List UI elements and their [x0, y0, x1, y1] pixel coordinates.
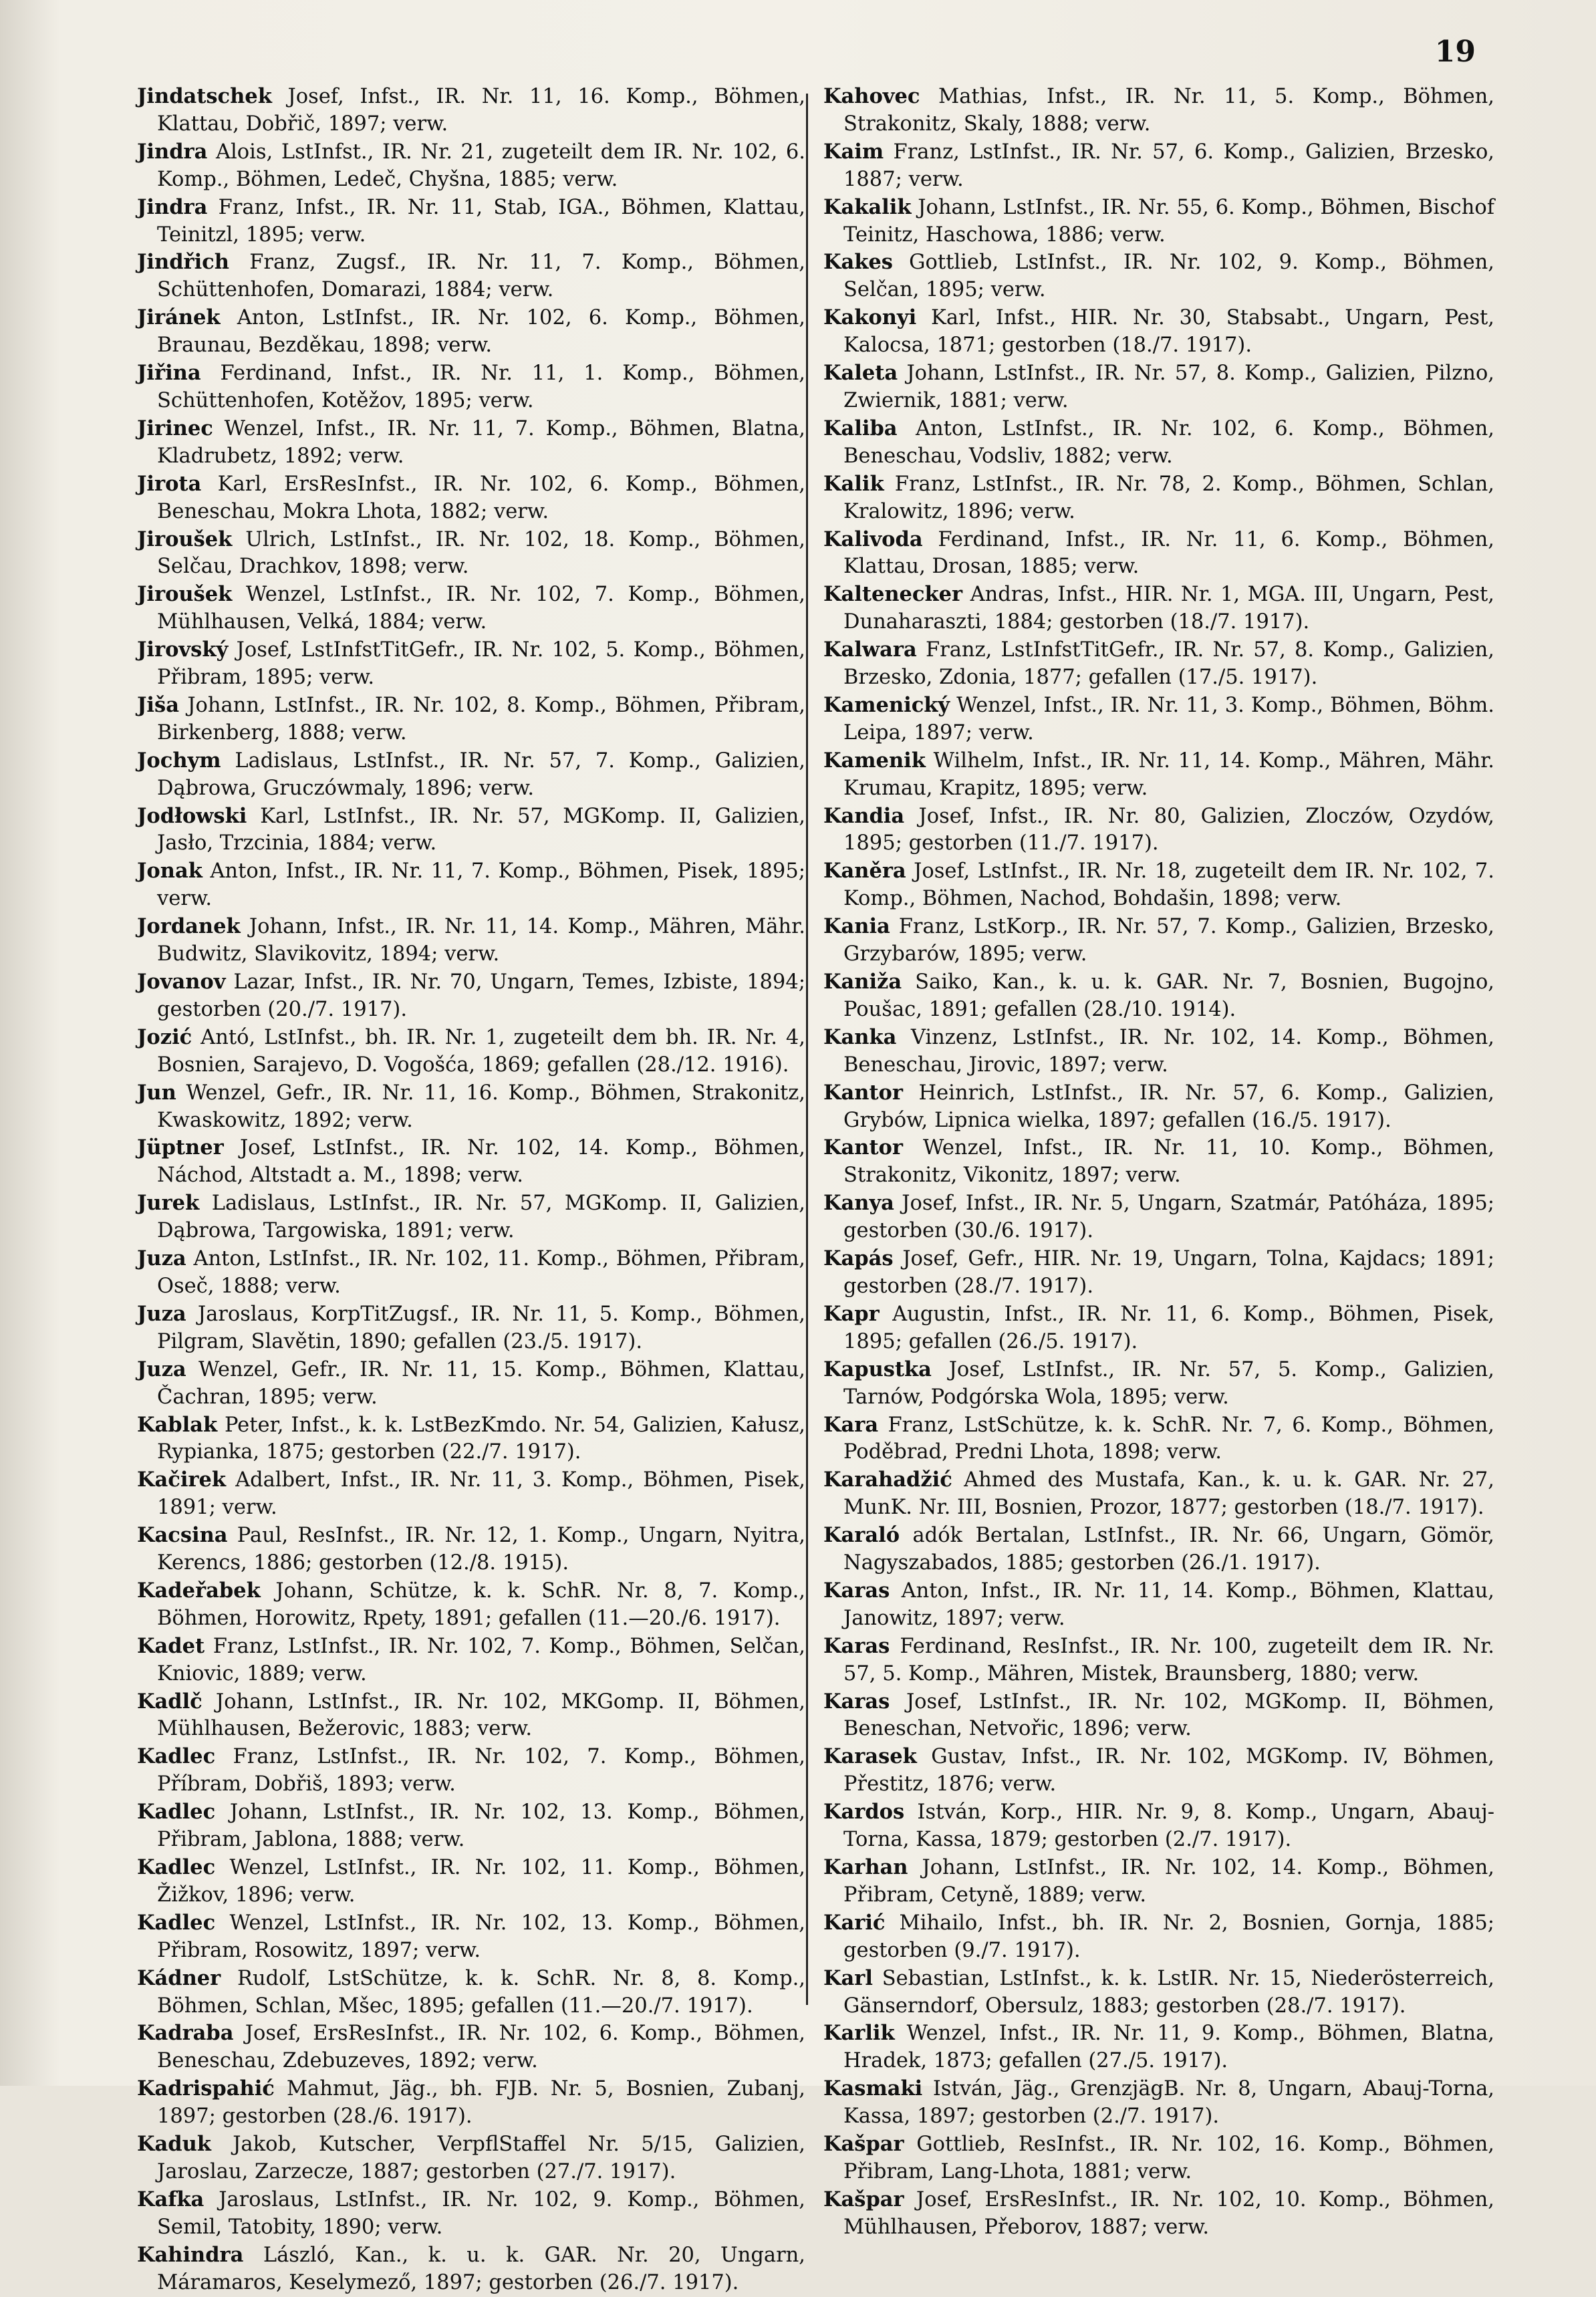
entry-surname: Kasmaki — [823, 2076, 923, 2101]
list-entry — [137, 2020, 805, 2075]
entry-details: Josef, Gefr., HIR. Nr. 19, Ungarn, Tolna, Kajdacs; 1891; gestorben (28./7. 1917). — [843, 1247, 1495, 1298]
entry-surname: Kaleta — [823, 361, 898, 386]
list-entry — [137, 2131, 805, 2186]
page-number: 19 — [1434, 35, 1476, 69]
list-entry — [137, 194, 805, 249]
entry-surname: Kakonyi — [823, 305, 917, 330]
entry-surname: Jurek — [137, 1191, 200, 1216]
entry-surname: Jindatschek — [137, 84, 272, 108]
entry-surname: Kara — [823, 1412, 879, 1437]
list-entry — [823, 1245, 1494, 1301]
entry-details: adók Bertalan, LstInfst., IR. Nr. 66, Ungarn, Gömör, Nagyszabados, 1885; gestorben (26./1. 1917). — [843, 1524, 1494, 1575]
entry-details: Franz, LstInfst., IR. Nr. 78, 2. Komp., Böhmen, Schlan, Kralowitz, 1896; verw. — [843, 472, 1494, 523]
entry-details: Anton, Infst., IR. Nr. 11, 14. Komp., Böhmen, Klattau, Janowitz, 1897; verw. — [843, 1579, 1495, 1630]
entry-details: Wenzel, Infst., IR. Nr. 11, 3. Komp., Böhmen, Böhm. Leipa, 1897; verw. — [843, 693, 1494, 745]
list-entry — [137, 857, 805, 913]
list-entry — [137, 1688, 805, 1744]
entry-details: Karl, LstInfst., IR. Nr. 57, MGKomp. II, Galizien, Jasło, Trzcinia, 1884; verw. — [157, 804, 805, 855]
entry-details: Johann, Schütze, k. k. SchR. Nr. 8, 7. Komp., Böhmen, Horowitz, Rpety, 1891; gefallen (11.—20./6. 1917). — [157, 1579, 805, 1630]
entry-details: László, Kan., k. u. k. GAR. Nr. 20, Ungarn, Máramaros, Keselymező, 1897; gestorben (26./7. 1917). — [157, 2243, 805, 2294]
entry-details: Ferdinand, Infst., IR. Nr. 11, 6. Komp., Böhmen, Klattau, Drosan, 1885; verw. — [843, 527, 1494, 579]
list-entry — [823, 1301, 1494, 1356]
list-entry — [137, 1356, 805, 1411]
entry-surname: Kaim — [823, 139, 884, 164]
entry-details: Karl, Infst., HIR. Nr. 30, Stabsabt., Ungarn, Pest, Kalocsa, 1871; gestorben (18./7. 1917). — [843, 306, 1494, 358]
entry-details: Andras, Infst., HIR. Nr. 1, MGA. III, Ungarn, Pest, Dunaharaszti, 1884; gestorben (18./7. 1917). — [843, 583, 1494, 634]
entry-surname: Kantor — [823, 1080, 903, 1105]
entry-surname: Kafka — [137, 2187, 205, 2211]
entry-surname: Kania — [823, 914, 890, 939]
entry-surname: Jirovský — [137, 638, 229, 662]
list-entry — [137, 1411, 805, 1467]
entry-details: Augustin, Infst., IR. Nr. 11, 6. Komp., Böhmen, Pisek, 1895; gefallen (26./5. 1917). — [843, 1302, 1495, 1353]
entry-details: Wilhelm, Infst., IR. Nr. 11, 14. Komp., Mähren, Mähr. Krumau, Krapitz, 1895; verw. — [843, 749, 1494, 800]
list-entry — [137, 1909, 805, 1965]
entry-surname: Jochym — [137, 748, 221, 773]
list-entry — [823, 747, 1494, 803]
entry-details: Franz, LstKorp., IR. Nr. 57, 7. Komp., Galizien, Brzesko, Grzybarów, 1895; verw. — [843, 915, 1494, 966]
entry-surname: Juza — [137, 1246, 186, 1271]
entry-surname: Jun — [137, 1080, 176, 1105]
entry-surname: Jindra — [137, 139, 208, 164]
list-entry — [823, 2075, 1494, 2131]
entry-surname: Kadlec — [137, 1744, 216, 1769]
list-entry — [137, 968, 805, 1024]
list-entry — [137, 1577, 805, 1633]
entry-details: Anton, Infst., IR. Nr. 11, 7. Komp., Böhmen, Pisek, 1895; verw. — [157, 859, 806, 911]
list-entry — [823, 249, 1494, 304]
entry-details: Jaroslaus, KorpTitZugsf., IR. Nr. 11, 5. Komp., Böhmen, Pilgram, Slavětin, 1890; gefallen (23./5. 1917). — [157, 1302, 805, 1353]
entry-surname: Karaló — [823, 1523, 900, 1548]
entry-surname: Karl — [823, 1966, 873, 1990]
entry-details: Ladislaus, LstInfst., IR. Nr. 57, MGKomp. II, Galizien, Dąbrowa, Targowiska, 1891; verw. — [157, 1192, 805, 1243]
entry-surname: Kadraba — [137, 2021, 234, 2046]
entry-details: Adalbert, Infst., IR. Nr. 11, 3. Komp., Böhmen, Pisek, 1891; verw. — [157, 1468, 805, 1520]
entry-surname: Kanka — [823, 1025, 897, 1049]
entry-surname: Karahadžić — [823, 1468, 952, 1492]
list-entry — [137, 304, 805, 360]
entry-surname: Kalivoda — [823, 527, 923, 551]
entry-surname: Kadlec — [137, 1910, 216, 1935]
entry-surname: Karić — [823, 1910, 886, 1935]
entry-surname: Juza — [137, 1357, 186, 1381]
entry-surname: Kalwara — [823, 638, 917, 662]
list-entry — [137, 1079, 805, 1135]
list-entry — [137, 249, 805, 304]
list-entry — [823, 1633, 1494, 1688]
entry-surname: Karas — [823, 1689, 890, 1714]
entry-surname: Jirinec — [137, 416, 213, 440]
entry-details: Anton, LstInfst., IR. Nr. 102, 6. Komp., Böhmen, Beneschau, Vodsliv, 1882; verw. — [843, 416, 1494, 468]
entry-details: Ulrich, LstInfst., IR. Nr. 102, 18. Komp., Böhmen, Selčau, Drachkov, 1898; verw. — [157, 527, 805, 579]
entry-details: Mathias, Infst., IR. Nr. 11, 5. Komp., Böhmen, Strakonitz, Skaly, 1888; verw. — [843, 85, 1495, 136]
list-entry — [823, 1466, 1494, 1522]
entry-details: Wenzel, Gefr., IR. Nr. 11, 16. Komp., Böhmen, Strakonitz, Kwaskowitz, 1892; verw. — [157, 1081, 806, 1132]
entry-details: Wenzel, Infst., IR. Nr. 11, 9. Komp., Böhmen, Blatna, Hradek, 1873; gefallen (27./5. 1917). — [843, 2022, 1494, 2073]
entry-details: Wenzel, LstInfst., IR. Nr. 102, 13. Komp., Böhmen, Přibram, Rosowitz, 1897; verw. — [157, 1911, 805, 1962]
entry-details: Josef, Infst., IR. Nr. 80, Galizien, Zloczów, Ozydów, 1895; gestorben (11./7. 1917). — [843, 804, 1494, 855]
list-entry — [823, 138, 1494, 194]
entry-surname: Jirota — [137, 471, 202, 496]
entry-surname: Kapustka — [823, 1357, 932, 1381]
list-entry — [137, 581, 805, 636]
entry-surname: Jonak — [137, 859, 203, 884]
list-entry — [137, 1743, 805, 1798]
entry-details: Mahmut, Jäg., bh. FJB. Nr. 5, Bosnien, Zubanj, 1897; gestorben (28./6. 1917). — [157, 2077, 805, 2129]
entry-surname: Karas — [823, 1578, 890, 1603]
entry-surname: Karas — [823, 1633, 890, 1658]
entry-details: Johann, LstInfst., IR. Nr. 102, MKGomp. II, Böhmen, Mühlhausen, Bežerovic, 1883; verw. — [157, 1690, 805, 1741]
entry-surname: Kapás — [823, 1246, 894, 1271]
entry-surname: Kadeřabek — [137, 1578, 261, 1603]
entry-details: Ahmed des Mustafa, Kan., k. u. k. GAR. Nr. 27, MunK. Nr. III, Bosnien, Prozor, 1877; gestorben (18./7. 1917). — [843, 1468, 1494, 1520]
entry-details: Johann, LstInfst., IR. Nr. 55, 6. Komp., Böhmen, Bischof Teinitz, Haschowa, 1886; verw. — [843, 195, 1494, 247]
entry-details: Johann, Infst., IR. Nr. 11, 14. Komp., Mähren, Mähr. Budwitz, Slavikovitz, 1894; verw. — [157, 915, 805, 966]
entry-surname: Kadlec — [137, 1855, 216, 1879]
list-entry — [823, 2186, 1494, 2242]
entry-surname: Kahovec — [823, 84, 920, 108]
entry-details: Josef, LstInfst., IR. Nr. 102, MGKomp. II, Böhmen, Beneschan, Netvořic, 1896; verw. — [843, 1690, 1495, 1741]
list-entry — [823, 968, 1494, 1024]
entry-surname: Jüptner — [137, 1135, 224, 1160]
entry-details: Paul, ResInfst., IR. Nr. 12, 1. Komp., Ungarn, Nyitra, Kerencs, 1886; gestorben (12./8. 1915). — [157, 1524, 805, 1575]
entry-details: Johann, LstInfst., IR. Nr. 102, 13. Komp., Böhmen, Přibram, Jablona, 1888; verw. — [157, 1800, 805, 1852]
entry-surname: Kapr — [823, 1301, 880, 1326]
entry-details: Jakob, Kutscher, VerpflStaffel Nr. 5/15, Galizien, Jaroslau, Zarzecze, 1887; gestorben (27./7. 1917). — [157, 2133, 805, 2183]
entry-surname: Karasek — [823, 1744, 917, 1769]
list-entry — [137, 1245, 805, 1301]
entry-details: Ladislaus, LstInfst., IR. Nr. 57, 7. Komp., Galizien, Dąbrowa, Gruczówmaly, 1896; verw. — [157, 749, 805, 800]
list-entry — [823, 415, 1494, 470]
list-entry — [823, 1079, 1494, 1135]
list-entry — [137, 83, 805, 138]
list-entry — [137, 1134, 805, 1190]
list-entry — [823, 2020, 1494, 2075]
entry-details: Josef, ErsResInfst., IR. Nr. 102, 10. Komp., Böhmen, Mühlhausen, Přeborov, 1887; verw. — [843, 2187, 1494, 2239]
list-entry — [137, 138, 805, 194]
entry-details: Heinrich, LstInfst., IR. Nr. 57, 6. Komp., Galizien, Grybów, Lipnica wielka, 1897; gefallen (16./5. 1917). — [843, 1081, 1494, 1132]
list-entry — [137, 1965, 805, 2020]
list-entry — [137, 2075, 805, 2131]
list-entry — [823, 1909, 1494, 1965]
entry-details: István, Korp., HIR. Nr. 9, 8. Komp., Ungarn, Abauj-Torna, Kassa, 1879; gestorben (2./7. 1917). — [843, 1800, 1494, 1852]
list-entry — [823, 526, 1494, 581]
entry-surname: Kadlec — [137, 1800, 216, 1825]
entry-details: Ferdinand, ResInfst., IR. Nr. 100, zugeteilt dem IR. Nr. 57, 5. Komp., Mähren, Mistek, Braunsberg, 1880; verw. — [843, 1634, 1494, 1685]
entry-details: Franz, Zugsf., IR. Nr. 11, 7. Komp., Böhmen, Schüttenhofen, Domarazi, 1884; verw. — [157, 251, 805, 302]
list-entry — [823, 83, 1494, 138]
entry-surname: Kaduk — [137, 2132, 211, 2157]
entry-details: Wenzel, Infst., IR. Nr. 11, 10. Komp., Böhmen, Strakonitz, Vikonitz, 1897; verw. — [843, 1136, 1494, 1188]
list-entry — [823, 1965, 1494, 2020]
entry-details: Franz, LstInfst., IR. Nr. 57, 6. Komp., Galizien, Brzesko, 1887; verw. — [843, 140, 1495, 191]
entry-details: Rudolf, LstSchütze, k. k. SchR. Nr. 8, 8. Komp., Böhmen, Schlan, Mšec, 1895; gefallen (11.—20./7. 1917). — [157, 1966, 806, 2018]
entry-details: Anton, LstInfst., IR. Nr. 102, 11. Komp., Böhmen, Přibram, Oseč, 1888; verw. — [157, 1247, 805, 1298]
entry-details: Franz, LstSchütze, k. k. SchR. Nr. 7, 6. Komp., Böhmen, Poděbrad, Predni Lhota, 1898; verw. — [843, 1413, 1494, 1464]
list-entry — [823, 194, 1494, 249]
entry-surname: Jovanov — [137, 970, 226, 994]
entry-details: István, Jäg., GrenzjägB. Nr. 8, Ungarn, Abauj-Torna, Kassa, 1897; gestorben (2./7. 1917). — [843, 2077, 1494, 2129]
list-entry — [823, 1522, 1494, 1577]
entry-surname: Kablak — [137, 1412, 218, 1437]
entry-surname: Kantor — [823, 1135, 903, 1160]
list-entry — [823, 913, 1494, 968]
entry-details: Alois, LstInfst., IR. Nr. 21, zugeteilt dem IR. Nr. 102, 6. Komp., Böhmen, Ledeč, Chyšna, 1885; verw. — [157, 140, 805, 191]
list-entry — [137, 692, 805, 747]
list-entry — [823, 692, 1494, 747]
entry-surname: Kamenik — [823, 748, 926, 773]
entry-surname: Jordanek — [137, 914, 241, 939]
list-entry — [823, 1688, 1494, 1744]
entry-details: Wenzel, Infst., IR. Nr. 11, 7. Komp., Böhmen, Blatna, Kladrubetz, 1892; verw. — [157, 416, 805, 468]
entry-details: Gustav, Infst., IR. Nr. 102, MGKomp. IV, Böhmen, Přestitz, 1876; verw. — [843, 1745, 1494, 1796]
list-entry — [137, 1854, 805, 1909]
list-entry — [137, 415, 805, 470]
entry-details: Franz, LstInfst., IR. Nr. 102, 7. Komp., Böhmen, Příbram, Dobřiš, 1893; verw. — [157, 1745, 805, 1796]
entry-details: Wenzel, LstInfst., IR. Nr. 102, 7. Komp., Böhmen, Mühlhausen, Velká, 1884; verw. — [157, 583, 805, 634]
list-entry — [823, 636, 1494, 692]
entry-surname: Kačirek — [137, 1468, 227, 1492]
entry-surname: Kašpar — [823, 2187, 904, 2211]
list-entry — [137, 2242, 805, 2297]
list-entry — [823, 1134, 1494, 1190]
entry-details: Josef, LstInfst., IR. Nr. 102, 14. Komp., Böhmen, Náchod, Altstadt a. M., 1898; verw. — [157, 1136, 805, 1188]
list-entry — [823, 360, 1494, 415]
entry-surname: Kalik — [823, 471, 884, 496]
entry-details: Gottlieb, LstInfst., IR. Nr. 102, 9. Komp., Böhmen, Selčan, 1895; verw. — [843, 251, 1494, 302]
list-entry — [823, 1356, 1494, 1411]
entry-details: Josef, LstInfstTitGefr., IR. Nr. 102, 5. Komp., Böhmen, Přibram, 1895; verw. — [157, 638, 805, 690]
entry-surname: Kadrispahić — [137, 2076, 275, 2101]
entry-details: Antó, LstInfst., bh. IR. Nr. 1, zugeteilt dem bh. IR. Nr. 4, Bosnien, Sarajevo, D. Vogošća, 1869; gefallen (28./12. 1916). — [157, 1025, 805, 1077]
list-entry — [137, 636, 805, 692]
entry-details: Sebastian, LstInfst., k. k. LstIR. Nr. 15, Niederösterreich, Gänserndorf, Obersulz, 1883; gestorben (28./7. 1917). — [843, 1966, 1494, 2018]
entry-surname: Jiroušek — [137, 527, 233, 551]
entry-details: Peter, Infst., k. k. LstBezKmdo. Nr. 54, Galizien, Kałusz, Rypianka, 1875; gestorben (22./7. 1917). — [157, 1413, 805, 1464]
entry-details: Wenzel, Gefr., IR. Nr. 11, 15. Komp., Böhmen, Klattau, Čachran, 1895; verw. — [157, 1357, 805, 1409]
left-column — [137, 83, 805, 2297]
list-entry — [137, 1301, 805, 1356]
entry-surname: Kaniža — [823, 970, 902, 994]
entry-details: Mihailo, Infst., bh. IR. Nr. 2, Bosnien, Gornja, 1885; gestorben (9./7. 1917). — [843, 1911, 1494, 1962]
entry-surname: Jiránek — [137, 305, 221, 330]
list-entry — [137, 913, 805, 968]
entry-surname: Kaltenecker — [823, 582, 963, 607]
list-entry — [823, 1024, 1494, 1079]
entry-surname: Karhan — [823, 1855, 908, 1879]
list-entry — [137, 360, 805, 415]
entry-surname: Kanya — [823, 1191, 894, 1216]
list-entry — [137, 526, 805, 581]
list-entry — [137, 1633, 805, 1688]
entry-surname: Jiša — [137, 692, 179, 717]
entry-details: Gottlieb, ResInfst., IR. Nr. 102, 16. Komp., Böhmen, Přibram, Lang-Lhota, 1881; verw. — [843, 2133, 1494, 2183]
column-divider — [806, 94, 808, 2005]
list-entry — [137, 1522, 805, 1577]
entry-details: Jaroslaus, LstInfst., IR. Nr. 102, 9. Komp., Böhmen, Semil, Tatobity, 1890; verw. — [157, 2187, 805, 2239]
list-entry — [823, 304, 1494, 360]
entry-surname: Jiřina — [137, 361, 201, 386]
list-entry — [137, 2186, 805, 2242]
entry-details: Josef, ErsResInfst., IR. Nr. 102, 6. Komp., Böhmen, Beneschau, Zdebuzeves, 1892; verw. — [157, 2022, 805, 2073]
entry-surname: Kakalik — [823, 194, 912, 219]
entry-details: Wenzel, LstInfst., IR. Nr. 102, 11. Komp., Böhmen, Žižkov, 1896; verw. — [157, 1856, 805, 1907]
entry-surname: Kamenický — [823, 692, 950, 717]
list-entry — [823, 1854, 1494, 1909]
entry-surname: Juza — [137, 1301, 186, 1326]
entry-details: Saiko, Kan., k. u. k. GAR. Nr. 7, Bosnien, Bugojno, Poušac, 1891; gefallen (28./10. 1914). — [843, 970, 1494, 1021]
list-entry — [137, 1024, 805, 1079]
entry-details: Johann, LstInfst., IR. Nr. 102, 8. Komp., Böhmen, Přibram, Birkenberg, 1888; verw. — [157, 693, 805, 745]
list-entry — [823, 470, 1494, 526]
list-entry — [823, 1798, 1494, 1854]
entry-surname: Jindra — [137, 194, 208, 219]
entry-surname: Kaněra — [823, 859, 906, 884]
entry-details: Franz, LstInfstTitGefr., IR. Nr. 57, 8. Komp., Galizien, Brzesko, Zdonia, 1877; gefallen (17./5. 1917). — [843, 638, 1494, 690]
list-entry — [823, 1743, 1494, 1798]
entry-surname: Kašpar — [823, 2132, 904, 2157]
list-entry — [137, 1466, 805, 1522]
entry-details: Ferdinand, Infst., IR. Nr. 11, 1. Komp., Böhmen, Schüttenhofen, Kotěžov, 1895; verw. — [157, 362, 805, 412]
entry-surname: Kadet — [137, 1633, 205, 1658]
list-entry — [823, 857, 1494, 913]
list-entry — [823, 803, 1494, 858]
entry-details: Karl, ErsResInfst., IR. Nr. 102, 6. Komp., Böhmen, Beneschau, Mokra Lhota, 1882; verw. — [157, 472, 805, 523]
entry-surname: Jodłowski — [137, 803, 247, 828]
entry-surname: Jozić — [137, 1025, 192, 1049]
list-entry — [823, 1577, 1494, 1633]
entry-details: Josef, Infst., IR. Nr. 5, Ungarn, Szatmár, Patóháza, 1895; gestorben (30./6. 1917). — [843, 1192, 1494, 1243]
list-entry — [823, 581, 1494, 636]
entry-details: Josef, Infst., IR. Nr. 11, 16. Komp., Böhmen, Klattau, Dobřič, 1897; verw. — [157, 85, 805, 136]
entry-surname: Kádner — [137, 1966, 221, 1990]
entry-surname: Kaliba — [823, 416, 898, 440]
entry-details: Franz, Infst., IR. Nr. 11, Stab, IGA., Böhmen, Klattau, Teinitzl, 1895; verw. — [157, 195, 805, 247]
entry-details: Josef, LstInfst., IR. Nr. 18, zugeteilt dem IR. Nr. 102, 7. Komp., Böhmen, Nachod, Bohdašin, 1898; verw. — [843, 859, 1494, 911]
entry-details: Vinzenz, LstInfst., IR. Nr. 102, 14. Komp., Böhmen, Beneschau, Jirovic, 1897; verw. — [843, 1025, 1494, 1077]
entry-surname: Kandia — [823, 803, 905, 828]
entry-surname: Jindřich — [137, 250, 229, 275]
list-entry — [823, 2131, 1494, 2186]
entry-surname: Karlik — [823, 2021, 895, 2046]
list-entry — [137, 1798, 805, 1854]
list-entry — [137, 1190, 805, 1245]
entry-details: Johann, LstInfst., IR. Nr. 102, 14. Komp., Böhmen, Přibram, Cetyně, 1889; verw. — [843, 1856, 1494, 1907]
entry-details: Josef, LstInfst., IR. Nr. 57, 5. Komp., Galizien, Tarnów, Podgórska Wola, 1895; verw. — [843, 1357, 1494, 1409]
entry-surname: Kakes — [823, 250, 893, 275]
list-entry — [137, 747, 805, 803]
list-entry — [137, 470, 805, 526]
entry-details: Franz, LstInfst., IR. Nr. 102, 7. Komp., Böhmen, Selčan, Kniovic, 1889; verw. — [157, 1634, 805, 1685]
right-column — [823, 83, 1494, 2242]
list-entry — [823, 1190, 1494, 1245]
entry-surname: Kadlč — [137, 1689, 203, 1714]
entry-details: Lazar, Infst., IR. Nr. 70, Ungarn, Temes, Izbiste, 1894; gestorben (20./7. 1917). — [157, 970, 805, 1021]
entry-details: Johann, LstInfst., IR. Nr. 57, 8. Komp., Galizien, Pilzno, Zwiernik, 1881; verw. — [843, 362, 1494, 412]
list-entry — [823, 1411, 1494, 1467]
entry-surname: Jiroušek — [137, 582, 233, 607]
list-entry — [137, 803, 805, 858]
entry-surname: Kacsina — [137, 1523, 228, 1548]
entry-details: Anton, LstInfst., IR. Nr. 102, 6. Komp., Böhmen, Braunau, Bezděkau, 1898; verw. — [157, 306, 805, 358]
entry-surname: Kahindra — [137, 2242, 244, 2267]
entry-surname: Kardos — [823, 1800, 905, 1825]
